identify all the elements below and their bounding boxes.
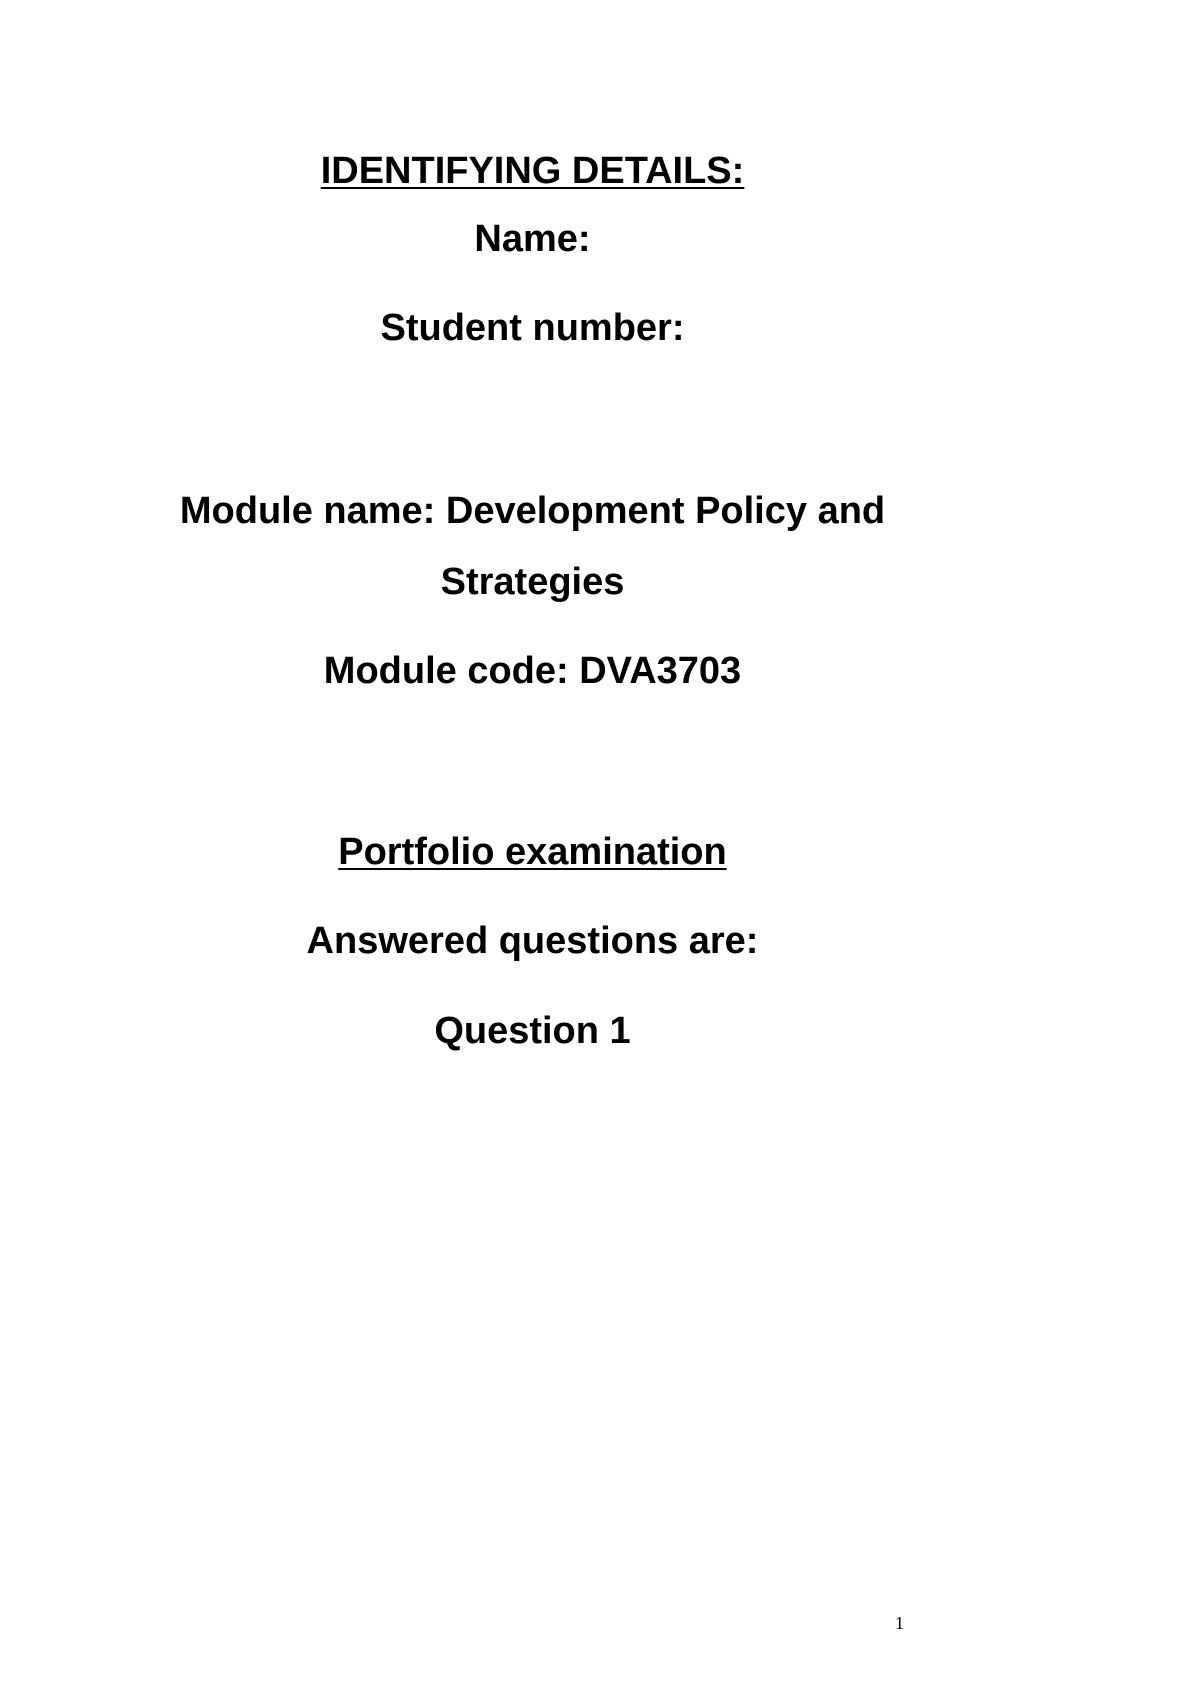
- module-name-line-2: Strategies: [440, 561, 625, 603]
- name-label: Name:: [474, 218, 591, 260]
- identifying-details-heading: IDENTIFYING DETAILS:: [320, 150, 745, 192]
- student-number-label: Student number:: [380, 307, 685, 349]
- module-code: Module code: DVA3703: [323, 650, 742, 692]
- answered-questions-label: Answered questions are:: [306, 920, 759, 962]
- portfolio-examination-heading: Portfolio examination: [338, 831, 727, 873]
- page-number: 1: [895, 1613, 904, 1633]
- module-name-line-1: Module name: Development Policy and: [179, 490, 886, 532]
- question-1: Question 1: [434, 1010, 631, 1052]
